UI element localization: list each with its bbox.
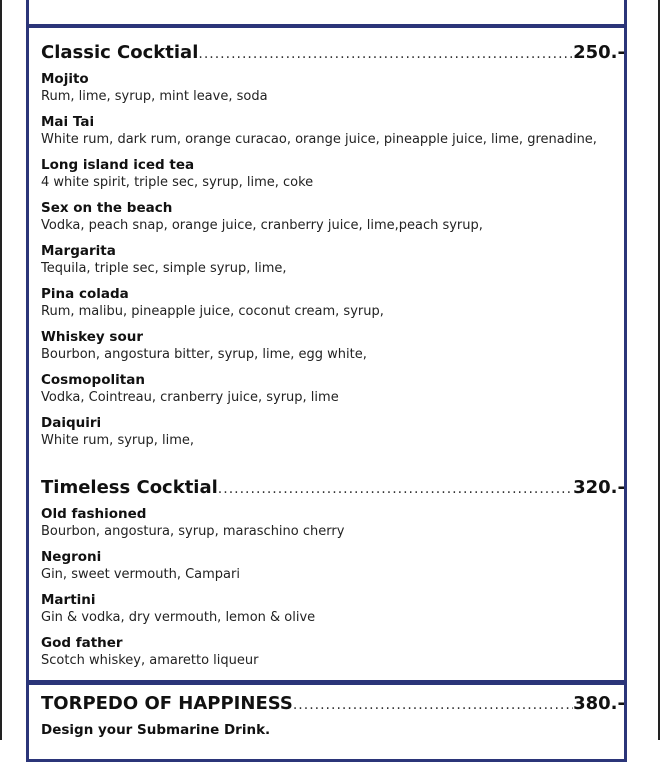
item-description: Tequila, triple sec, simple syrup, lime, — [41, 261, 287, 276]
item-name: Cosmopolitan — [41, 372, 145, 388]
item-description: Scotch whiskey, amaretto liqueur — [41, 653, 259, 668]
item-description: Gin & vodka, dry vermouth, lemon & olive — [41, 610, 316, 625]
section-heading — [41, 42, 625, 65]
item-name: Mojito — [41, 71, 89, 87]
timeless-cocktail-section — [41, 477, 625, 670]
item-name: Long island iced tea — [41, 157, 195, 173]
page-edge-left — [0, 0, 2, 740]
menu-item — [41, 549, 625, 584]
item-name: Design your Submarine Drink. — [41, 722, 271, 738]
item-name: Old fashioned — [41, 506, 147, 522]
leader-dots — [198, 43, 573, 65]
item-description: White rum, dark rum, orange curacao, orange juice, pineapple juice, lime, grenadine, — [41, 132, 597, 147]
section-title: Timeless Cocktial — [41, 477, 218, 498]
section-price: 380.- — [573, 693, 625, 714]
item-description: White rum, syrup, lime, — [41, 433, 195, 448]
item-description: 4 white spirit, triple sec, syrup, lime, coke — [41, 175, 314, 190]
item-list — [41, 71, 625, 450]
torpedo-section — [41, 693, 625, 739]
item-description: Vodka, peach snap, orange juice, cranberry juice, lime,peach syrup, — [41, 218, 483, 233]
item-name: Sex on the beach — [41, 200, 173, 216]
section-title: Classic Cocktial — [41, 42, 199, 63]
menu-item — [41, 592, 625, 627]
menu-item — [41, 114, 625, 149]
menu-item — [41, 506, 625, 541]
menu-item — [41, 372, 625, 407]
item-description: Vodka, Cointreau, cranberry juice, syrup, lime — [41, 390, 339, 405]
menu-item — [41, 329, 625, 364]
classic-cocktail-section — [41, 42, 625, 450]
section-price: 250.- — [573, 42, 625, 63]
item-name: God father — [41, 635, 123, 651]
previous-section-frame — [26, 0, 627, 27]
section-price: 320.- — [573, 477, 625, 498]
menu-item — [41, 722, 625, 739]
item-description: Rum, malibu, pineapple juice, coconut cream, syrup, — [41, 304, 384, 319]
item-description: Gin, sweet vermouth, Campari — [41, 567, 240, 582]
item-name: Martini — [41, 592, 96, 608]
menu-item — [41, 243, 625, 278]
section-heading — [41, 693, 625, 716]
item-name: Mai Tai — [41, 114, 95, 130]
menu-item — [41, 635, 625, 670]
menu-item — [41, 200, 625, 235]
item-list — [41, 506, 625, 670]
item-description: Bourbon, angostura bitter, syrup, lime, egg white, — [41, 347, 367, 362]
item-list — [41, 722, 625, 739]
item-name: Daiquiri — [41, 415, 102, 431]
section-heading — [41, 477, 625, 500]
item-name: Margarita — [41, 243, 116, 259]
section-title: TORPEDO OF HAPPINESS — [41, 693, 293, 714]
menu-item — [41, 157, 625, 192]
item-description: Bourbon, angostura, syrup, maraschino cherry — [41, 524, 345, 539]
item-description: Rum, lime, syrup, mint leave, soda — [41, 89, 268, 104]
menu-item — [41, 286, 625, 321]
menu-item — [41, 415, 625, 450]
leader-dots — [218, 478, 573, 500]
item-name: Negroni — [41, 549, 102, 565]
leader-dots — [293, 694, 573, 716]
menu-item — [41, 71, 625, 106]
item-name: Whiskey sour — [41, 329, 144, 345]
item-name: Pina colada — [41, 286, 129, 302]
